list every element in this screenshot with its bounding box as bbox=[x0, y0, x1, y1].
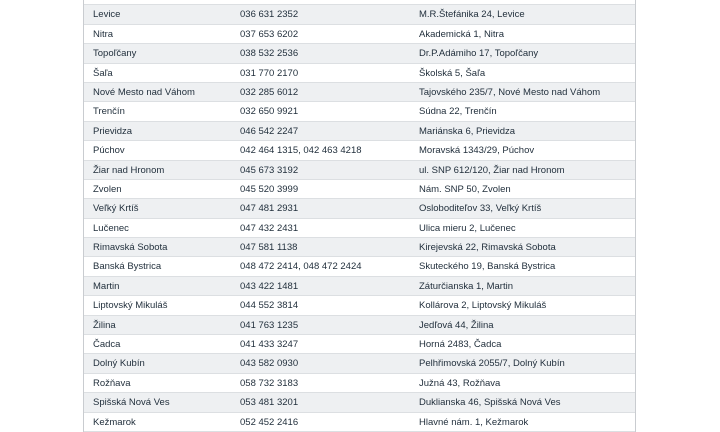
table-row bbox=[84, 257, 635, 276]
table-row bbox=[84, 141, 635, 160]
phone-cell: 038 532 2536 bbox=[240, 48, 299, 60]
address-cell: Tajovského 235/7, Nové Mesto nad Váhom bbox=[419, 86, 601, 98]
phone-cell: 043 422 1481 bbox=[240, 280, 299, 292]
table-row bbox=[84, 102, 635, 121]
table-row bbox=[84, 161, 635, 180]
city-cell: Banská Bystrica bbox=[93, 261, 162, 273]
table-row bbox=[84, 316, 635, 335]
phone-cell: 045 520 3999 bbox=[240, 183, 299, 195]
city-cell: Lučenec bbox=[93, 222, 129, 234]
address-cell: Záturčianska 1, Martin bbox=[419, 280, 513, 292]
phone-cell: 037 653 6202 bbox=[240, 28, 299, 40]
city-cell: Spišská Nová Ves bbox=[93, 397, 170, 409]
address-cell: Skuteckého 19, Banská Bystrica bbox=[419, 261, 556, 273]
phone-cell: 046 542 2247 bbox=[240, 125, 299, 137]
phone-cell: 032 285 6012 bbox=[240, 86, 299, 98]
phone-cell: 048 472 2414, 048 472 2424 bbox=[240, 261, 362, 273]
city-cell: Nové Mesto nad Váhom bbox=[93, 86, 195, 98]
phone-cell: 047 432 2431 bbox=[240, 222, 299, 234]
phone-cell: 041 433 3247 bbox=[240, 339, 299, 351]
city-cell: Púchov bbox=[93, 145, 125, 157]
address-cell: Osloboditeľov 33, Veľký Krtíš bbox=[419, 203, 542, 215]
phone-cell: 047 581 1138 bbox=[240, 242, 298, 254]
address-cell: Akademická 1, Nitra bbox=[419, 28, 505, 40]
phone-cell: 032 650 9921 bbox=[240, 106, 299, 118]
city-cell: Rožňava bbox=[93, 377, 131, 389]
phone-cell: 045 673 3192 bbox=[240, 164, 299, 176]
table-row bbox=[84, 25, 635, 44]
city-cell: Liptovský Mikuláš bbox=[93, 300, 168, 312]
address-cell: Duklianska 46, Spišská Nová Ves bbox=[419, 397, 561, 409]
address-cell: M.R.Štefánika 24, Levice bbox=[419, 9, 525, 21]
city-cell: Nitra bbox=[93, 28, 114, 40]
phone-cell: 036 631 2352 bbox=[240, 9, 299, 21]
phone-cell: 058 732 3183 bbox=[240, 377, 299, 389]
table-row bbox=[84, 64, 635, 83]
address-cell: Horná 2483, Čadca bbox=[419, 339, 502, 351]
address-cell: Pelhřimovská 2055/7, Dolný Kubín bbox=[419, 358, 565, 370]
city-cell: Čadca bbox=[93, 339, 121, 351]
city-cell: Šaľa bbox=[93, 67, 113, 79]
phone-cell: 041 763 1235 bbox=[240, 319, 299, 331]
city-cell: Žiar nad Hronom bbox=[93, 164, 165, 176]
city-cell: Veľký Krtíš bbox=[93, 203, 139, 215]
city-cell: Rimavská Sobota bbox=[93, 242, 168, 254]
table-row bbox=[84, 199, 635, 218]
table-row bbox=[84, 277, 635, 296]
table-row bbox=[84, 354, 635, 373]
table-row bbox=[84, 83, 635, 102]
table-row bbox=[84, 5, 635, 24]
address-cell: Dr.P.Adámiho 17, Topoľčany bbox=[419, 48, 539, 60]
address-cell: Južná 43, Rožňava bbox=[419, 377, 501, 389]
table-row bbox=[84, 180, 635, 199]
city-cell: Dolný Kubín bbox=[93, 358, 145, 370]
address-cell: Nám. SNP 50, Zvolen bbox=[419, 183, 511, 195]
phone-cell: 044 552 3814 bbox=[240, 300, 299, 312]
table-row bbox=[84, 219, 635, 238]
address-cell: Kirejevská 22, Rimavská Sobota bbox=[419, 242, 556, 254]
city-cell: Žilina bbox=[93, 319, 116, 331]
table-row bbox=[84, 393, 635, 412]
city-cell: Martin bbox=[93, 280, 120, 292]
address-cell: Kollárova 2, Liptovský Mikuláš bbox=[419, 300, 547, 312]
phone-cell: 042 464 1315, 042 463 4218 bbox=[240, 145, 362, 157]
table-row bbox=[84, 44, 635, 63]
phone-cell: 043 582 0930 bbox=[240, 358, 299, 370]
table-row bbox=[84, 122, 635, 141]
address-cell: Jedľová 44, Žilina bbox=[419, 319, 494, 331]
city-cell: Zvolen bbox=[93, 183, 122, 195]
address-cell: ul. SNP 612/120, Žiar nad Hronom bbox=[419, 164, 565, 176]
phone-cell: 031 770 2170 bbox=[240, 67, 299, 79]
address-cell: Školská 5, Šaľa bbox=[419, 67, 486, 79]
address-cell: Ulica mieru 2, Lučenec bbox=[419, 222, 516, 234]
phone-cell: 047 481 2931 bbox=[240, 203, 299, 215]
address-cell: Súdna 22, Trenčín bbox=[419, 106, 497, 118]
phone-cell: 053 481 3201 bbox=[240, 397, 299, 409]
city-cell: Prievidza bbox=[93, 125, 133, 137]
address-cell: Moravská 1343/29, Púchov bbox=[419, 145, 535, 157]
address-cell: Mariánska 6, Prievidza bbox=[419, 125, 516, 137]
table-row bbox=[84, 296, 635, 315]
table-row bbox=[84, 374, 635, 393]
contact-table bbox=[83, 0, 636, 432]
city-cell: Trenčín bbox=[93, 106, 125, 118]
city-cell: Kežmarok bbox=[93, 416, 136, 428]
phone-cell: 052 452 2416 bbox=[240, 416, 299, 428]
table-row bbox=[84, 335, 635, 354]
address-cell: Hlavné nám. 1, Kežmarok bbox=[419, 416, 529, 428]
city-cell: Levice bbox=[93, 9, 121, 21]
city-cell: Topoľčany bbox=[93, 48, 137, 60]
table-row bbox=[84, 413, 635, 432]
table-row bbox=[84, 238, 635, 257]
